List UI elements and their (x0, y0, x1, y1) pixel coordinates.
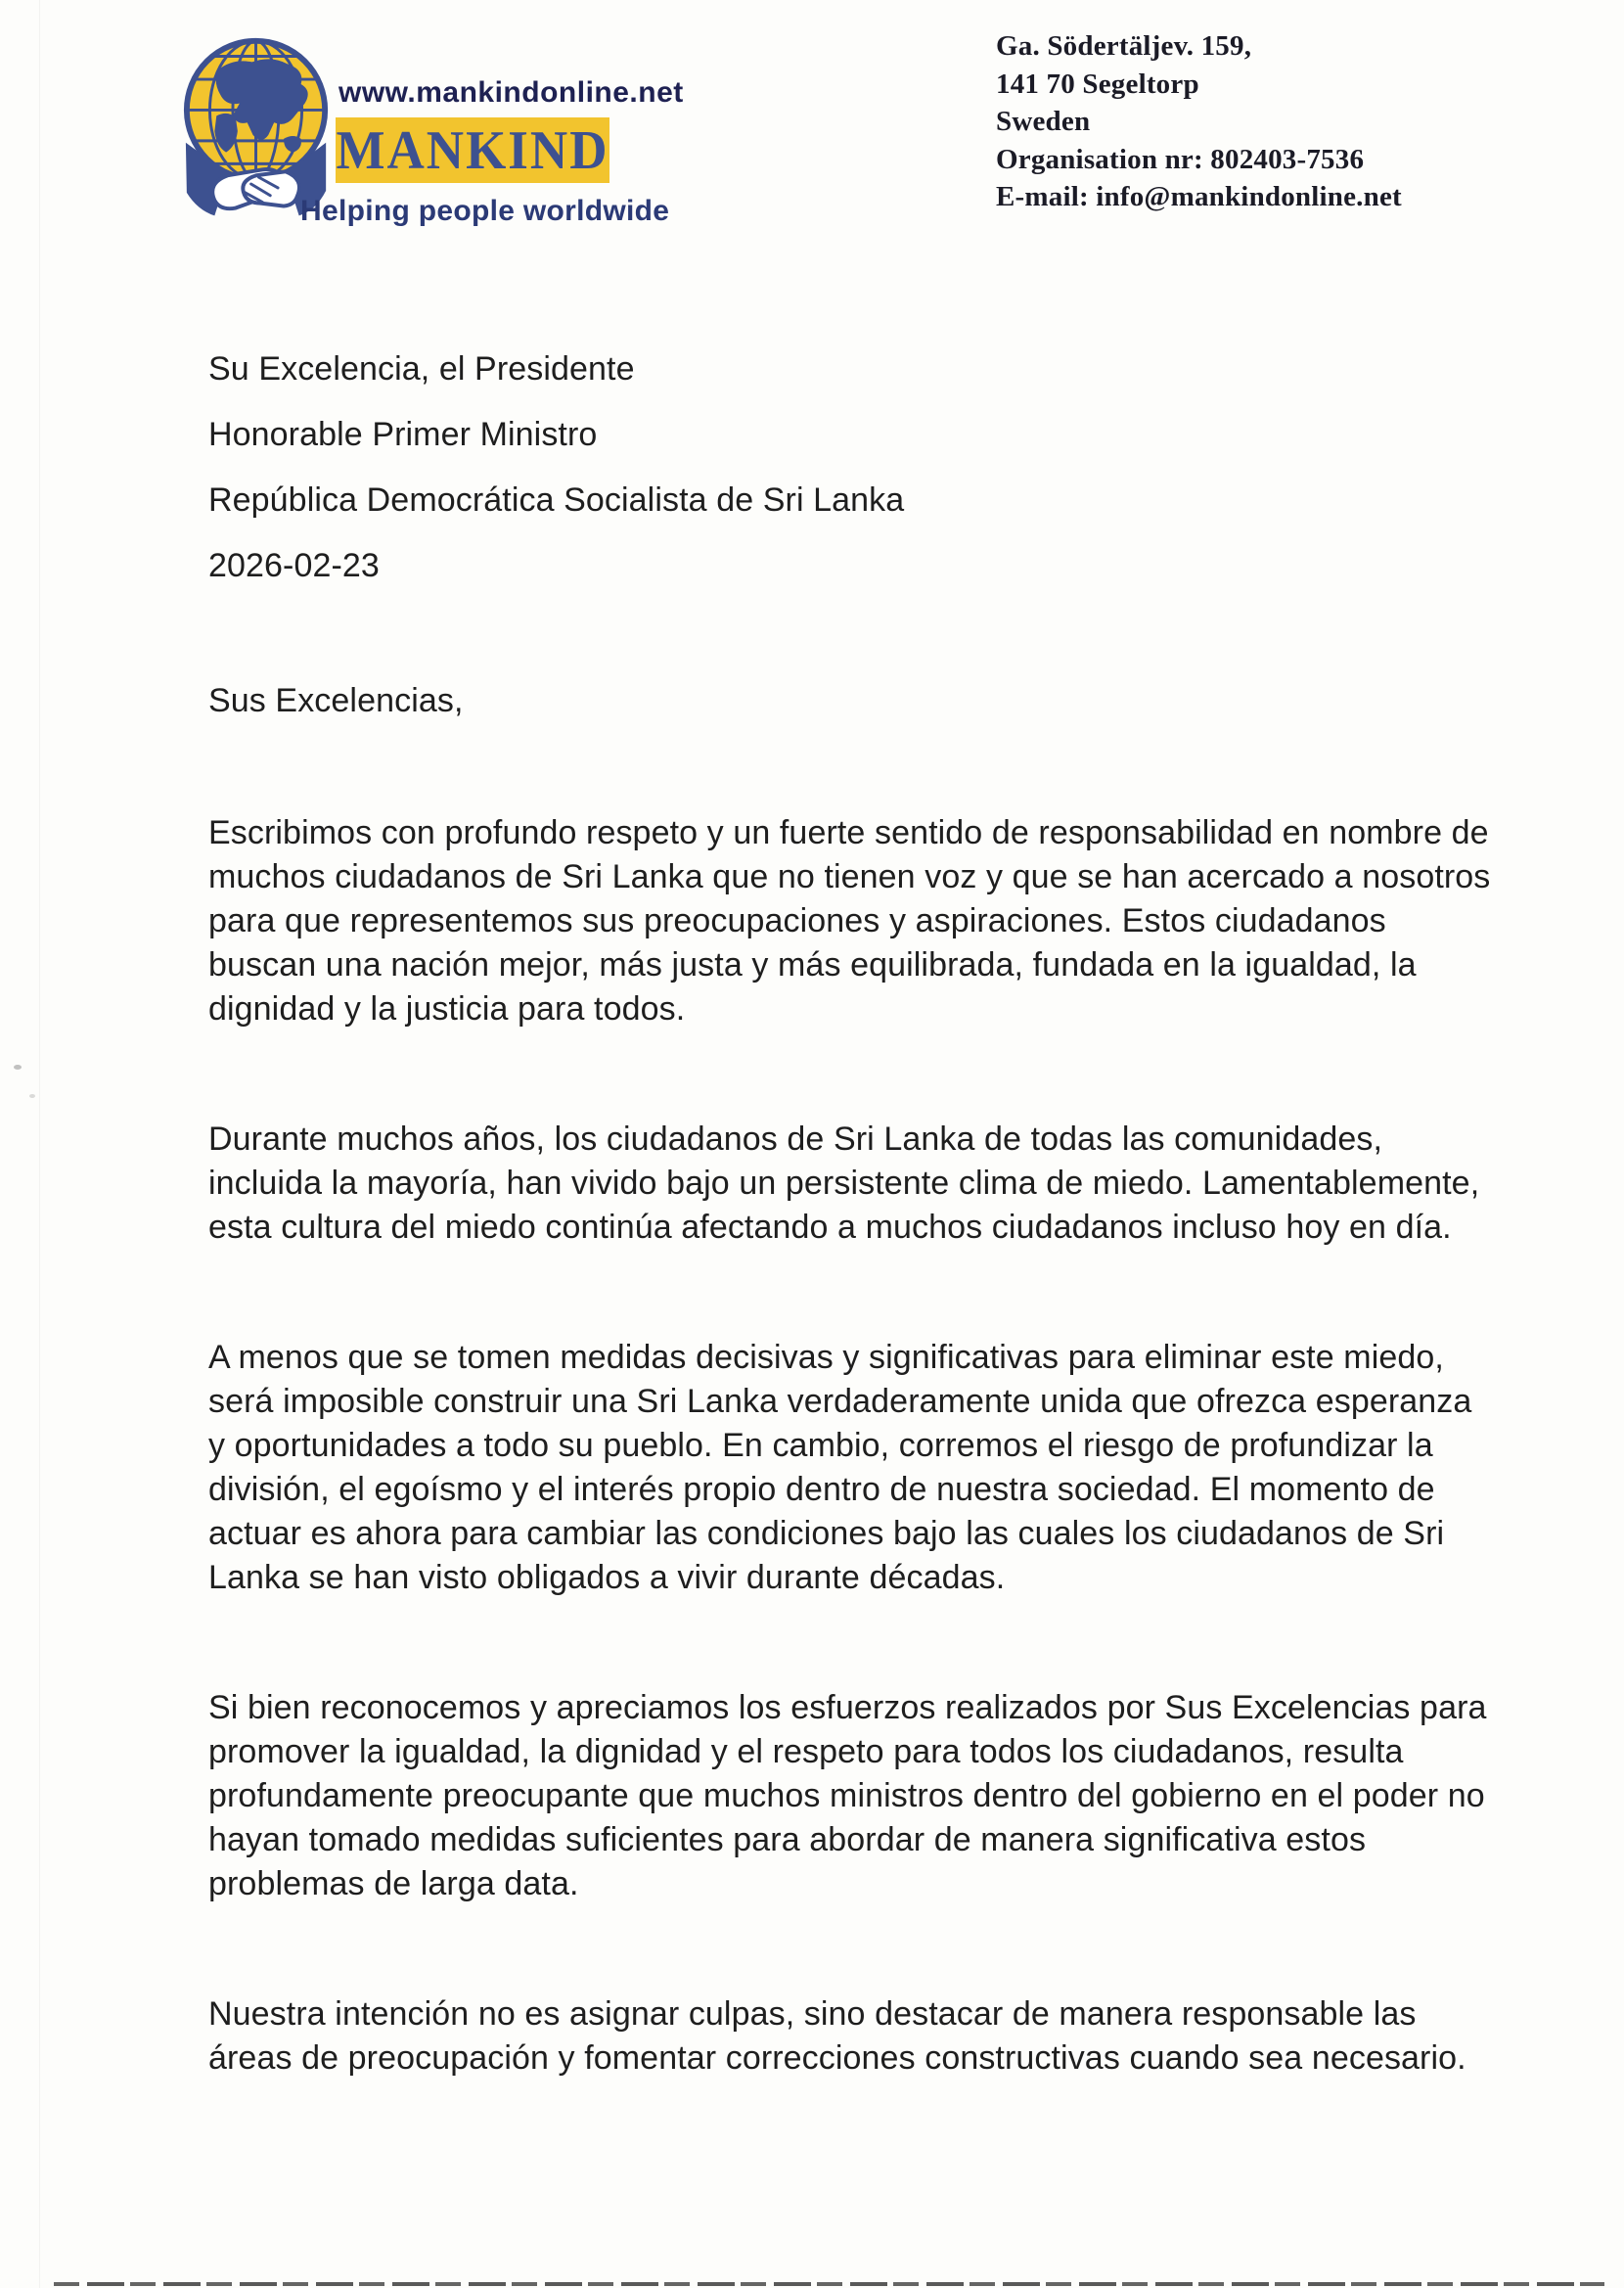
recipient-line-country: República Democrática Socialista de Sri Lanka (208, 481, 905, 519)
contact-email: E-mail: info@mankindonline.net (996, 181, 1402, 212)
recipient-line-president: Su Excelencia, el Presidente (208, 350, 635, 388)
paragraph-2: Durante muchos años, los ciudadanos de Sri Lanka de todas las comunidades, incluida la mayoría, han vivido bajo un persistente clima de miedo. Lamentablemente, esta cultura del miedo continúa afectando a muchos ciudadanos incluso hoy en día. (208, 1121, 1480, 1246)
scan-fold-line (39, 0, 40, 2288)
contact-org-number: Organisation nr: 802403-7536 (996, 143, 1365, 175)
paragraph-5: Nuestra intención no es asignar culpas, sino destacar de manera responsable las áreas de preocupación y fomentar correcciones constructivas cuando sea necesario. (208, 1995, 1466, 2077)
contact-country: Sweden (996, 106, 1091, 137)
scan-speck (14, 1065, 22, 1070)
contact-postal-city: 141 70 Segeltorp (996, 68, 1199, 100)
contact-block (996, 27, 1402, 216)
scan-speck (29, 1094, 35, 1098)
logo-tagline-text: Helping people worldwide (300, 195, 670, 227)
paragraph-3: A menos que se tomen medidas decisivas y significativas para eliminar este miedo, será imposible construir una Sri Lanka verdaderamente unida que ofrezca esperanza y oportunidades a todo su pueblo. En cambio, corremos el riesgo de profundizar la división, el egoísmo y el interés propio dentro de nuestra sociedad. El momento de actuar es ahora para cambiar las condiciones bajo las cuales los ciudadanos de Sri Lanka se han visto obligados a vivir durante décadas. (208, 1339, 1472, 1596)
salutation: Sus Excelencias, (208, 682, 464, 719)
scan-bottom-edge (54, 2282, 1604, 2286)
paragraph-1: Escribimos con profundo respeto y un fuerte sentido de responsabilidad en nombre de muchos ciudadanos de Sri Lanka que no tienen voz y que se han acercado a nosotros para que representemos sus preocupaciones y aspiraciones. Estos ciudadanos buscan una nación mejor, más justa y más equilibrada, fundada en la igualdad, la dignidad y la justicia para todos. (208, 814, 1491, 1028)
letter-body (208, 347, 1492, 2081)
logo-website-text: www.mankindonline.net (338, 76, 684, 109)
paragraph-4: Si bien reconocemos y apreciamos los esfuerzos realizados por Sus Excelencias para promover la igualdad, la dignidad y el respeto para todos los ciudadanos, resulta profundamente preocupante que muchos ministros dentro del gobierno en el poder no hayan tomado medidas suficientes para abordar de manera significativa estos problemas de larga data. (208, 1689, 1487, 1902)
letter-date: 2026-02-23 (208, 547, 380, 584)
brand-name-text: MANKIND (336, 120, 609, 180)
recipient-line-prime-minister: Honorable Primer Ministro (208, 416, 598, 453)
contact-street: Ga. Södertäljev. 159, (996, 30, 1252, 62)
brand-name-banner (336, 117, 609, 183)
